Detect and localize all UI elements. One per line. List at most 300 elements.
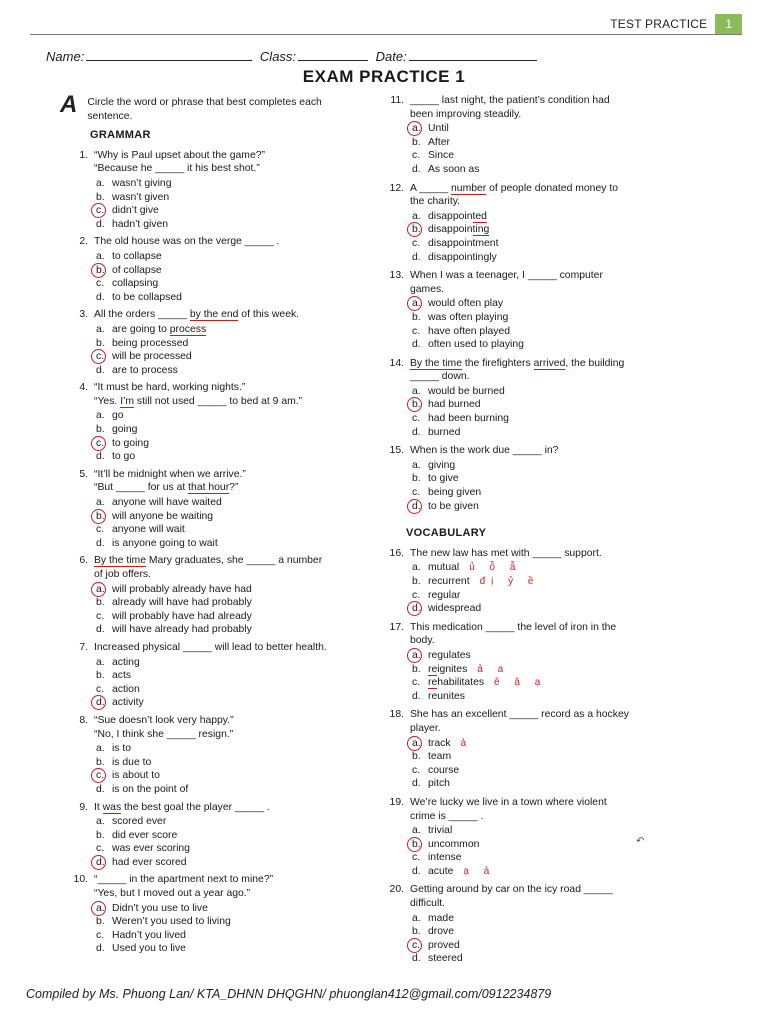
option-row xyxy=(410,163,668,177)
option-text: Weren’t you used to living xyxy=(112,916,231,928)
option-letter: c. xyxy=(94,437,112,451)
option-row xyxy=(410,939,668,953)
question-item xyxy=(62,641,352,710)
question-item xyxy=(62,468,352,551)
option-row xyxy=(94,423,352,437)
question-body xyxy=(94,149,352,232)
option-row xyxy=(410,210,668,224)
date-blank xyxy=(409,48,537,61)
option-row xyxy=(94,277,352,291)
option-row xyxy=(410,311,668,325)
option-letter: b. xyxy=(410,398,428,412)
question-number: 16. xyxy=(389,547,404,559)
question-number: 11. xyxy=(390,95,404,106)
grammar-questions-continued xyxy=(378,94,668,513)
question-stem: It was the best goal the player _____ . xyxy=(94,801,270,813)
question-item xyxy=(378,444,668,513)
option-letter: d. xyxy=(96,218,105,230)
option-row xyxy=(410,297,668,311)
section-instruction: Circle the word or phrase that best completes each sentence. xyxy=(87,97,322,122)
option-letter: b. xyxy=(96,337,105,349)
option-text: course xyxy=(428,764,460,776)
question-stem: We’re lucky we live in a town where violent xyxy=(410,796,607,808)
option-letter: d. xyxy=(94,856,112,870)
option-letter: b. xyxy=(412,311,421,323)
option-letter: a. xyxy=(412,562,421,574)
right-column xyxy=(378,94,668,971)
option-row xyxy=(410,824,668,838)
option-letter: d. xyxy=(412,251,421,263)
option-text: regulates xyxy=(428,649,471,661)
student-info-row xyxy=(46,48,541,64)
handwritten-note: ạ ả xyxy=(463,865,496,877)
option-row xyxy=(94,510,352,524)
question-stem: All the orders _____ by the end of this week. xyxy=(94,309,300,321)
options-list xyxy=(94,177,352,231)
option-row xyxy=(410,925,668,939)
question-stem: “No, I think she _____ resign.” xyxy=(94,728,234,740)
option-letter: c. xyxy=(96,843,105,855)
question-item xyxy=(378,182,668,265)
option-text: is due to xyxy=(112,756,152,768)
option-row xyxy=(410,750,668,764)
option-text: to going xyxy=(112,437,149,449)
question-item xyxy=(378,357,668,440)
handwritten-note: ê ậ ạ xyxy=(494,677,547,689)
question-body xyxy=(410,444,668,513)
option-letter: a. xyxy=(96,816,105,828)
option-text: team xyxy=(428,751,452,763)
option-row xyxy=(410,338,668,352)
option-letter: d. xyxy=(412,426,421,438)
question-stem: A _____ number of people donated money to xyxy=(410,182,618,194)
question-body xyxy=(410,708,668,791)
option-letter: c. xyxy=(412,677,421,689)
question-body xyxy=(410,357,668,440)
option-text: Didn’t you use to live xyxy=(112,902,208,914)
option-text: had ever scored xyxy=(112,856,187,868)
option-text: hadn’t given xyxy=(112,218,169,230)
question-stem: body. xyxy=(410,635,435,647)
option-text: will be processed xyxy=(112,351,192,363)
option-letter: a. xyxy=(96,410,105,422)
option-text: trivial xyxy=(428,825,453,837)
option-letter: a. xyxy=(412,459,421,471)
option-text: action xyxy=(112,683,140,695)
question-item xyxy=(378,269,668,352)
question-stem: of job offers. xyxy=(94,569,151,580)
option-text: mutual xyxy=(428,562,460,574)
vocabulary-questions xyxy=(378,547,668,966)
question-number: 6. xyxy=(79,555,88,567)
option-letter: b. xyxy=(96,597,105,609)
question-number: 1. xyxy=(79,149,88,161)
question-item xyxy=(378,94,668,177)
option-letter: a. xyxy=(410,649,428,663)
option-text: would often play xyxy=(428,298,504,310)
options-list xyxy=(94,815,352,869)
question-item xyxy=(62,235,352,304)
question-stem: The old house was on the verge _____ . xyxy=(94,236,280,248)
option-letter: c. xyxy=(412,589,421,601)
option-row xyxy=(94,191,352,205)
question-stem: “Yes. I’m still not used _____ to bed at 9 am.” xyxy=(94,395,303,407)
question-number: 14. xyxy=(389,357,404,369)
option-row xyxy=(94,537,352,551)
question-body xyxy=(94,308,352,377)
option-row xyxy=(94,596,352,610)
option-letter: d. xyxy=(412,690,421,702)
name-blank xyxy=(86,48,252,61)
option-text: reunites xyxy=(428,690,465,702)
option-row xyxy=(94,177,352,191)
option-text: did ever score xyxy=(112,829,178,841)
question-stem: player. xyxy=(410,722,441,734)
option-text: uncommon xyxy=(428,838,480,850)
option-text: widespread xyxy=(428,603,482,615)
option-text: rehabilitates xyxy=(428,677,485,689)
date-label: Date: xyxy=(375,49,407,64)
question-number: 3. xyxy=(79,309,88,321)
question-number: 7. xyxy=(79,641,88,653)
option-text: disappointingly xyxy=(428,251,497,263)
option-row xyxy=(410,149,668,163)
option-row xyxy=(94,815,352,829)
options-list xyxy=(94,656,352,710)
option-row xyxy=(94,902,352,916)
question-stem: Increased physical _____ will lead to better health. xyxy=(94,641,327,653)
options-list xyxy=(410,561,668,615)
option-letter: c. xyxy=(96,278,105,290)
option-row xyxy=(410,602,668,616)
option-text: is anyone going to wait xyxy=(112,537,218,549)
option-text: regular xyxy=(428,589,461,601)
option-row xyxy=(410,952,668,966)
option-row xyxy=(410,385,668,399)
option-row xyxy=(410,764,668,778)
handwritten-note: ủ ỗ ẫ xyxy=(469,562,522,574)
option-text: activity xyxy=(112,697,144,709)
options-list xyxy=(410,824,668,878)
question-body xyxy=(410,796,668,879)
option-text: are to process xyxy=(112,364,178,376)
option-text: steered xyxy=(428,953,463,965)
option-letter: c. xyxy=(96,524,105,536)
question-stem: “Sue doesn’t look very happy.” xyxy=(94,714,234,726)
option-text: will probably already have had xyxy=(112,583,252,595)
option-letter: b. xyxy=(410,838,428,852)
question-number: 9. xyxy=(79,801,88,813)
option-letter: d. xyxy=(412,865,421,877)
option-letter: b. xyxy=(410,223,428,237)
question-number: 13. xyxy=(389,270,404,282)
option-text: disappointing xyxy=(428,224,490,236)
option-row xyxy=(410,223,668,237)
question-number: 15. xyxy=(389,445,404,457)
option-row xyxy=(410,500,668,514)
option-letter: a. xyxy=(96,497,105,509)
options-list xyxy=(410,210,668,264)
option-text: already will have had probably xyxy=(112,597,252,609)
option-text: being given xyxy=(428,487,482,499)
option-letter: a. xyxy=(410,122,428,136)
header-tag xyxy=(602,14,742,34)
name-label: Name: xyxy=(46,49,85,64)
option-row xyxy=(410,912,668,926)
option-row xyxy=(94,583,352,597)
option-letter: a. xyxy=(96,250,105,262)
option-letter: b. xyxy=(412,473,421,485)
option-row xyxy=(94,769,352,783)
option-letter: c. xyxy=(410,939,428,953)
option-letter: b. xyxy=(412,926,421,938)
question-item xyxy=(378,621,668,704)
option-text: going xyxy=(112,424,138,436)
question-body xyxy=(94,714,352,797)
option-letter: c. xyxy=(96,929,105,941)
option-text: is on the point of xyxy=(112,783,189,795)
option-letter: c. xyxy=(412,487,421,499)
question-number: 12. xyxy=(389,182,404,194)
question-body xyxy=(410,621,668,704)
option-row xyxy=(94,218,352,232)
question-stem: “But _____ for us at that hour?” xyxy=(94,482,239,494)
options-list xyxy=(94,323,352,377)
option-text: to go xyxy=(112,451,136,463)
question-body xyxy=(94,801,352,870)
option-letter: b. xyxy=(94,264,112,278)
option-letter: d. xyxy=(94,696,112,710)
option-text: track xyxy=(428,737,451,749)
option-row xyxy=(94,783,352,797)
vocabulary-heading: VOCABULARY xyxy=(406,527,487,540)
option-letter: b. xyxy=(96,191,105,203)
question-stem: By the time Mary graduates, she _____ a number xyxy=(94,555,323,567)
question-stem: This medication _____ the level of iron in the xyxy=(410,621,617,633)
question-body xyxy=(94,235,352,304)
option-text: often used to playing xyxy=(428,339,524,351)
option-row xyxy=(410,412,668,426)
option-row xyxy=(410,561,668,575)
pen-mark: ↶ xyxy=(636,836,645,847)
option-row xyxy=(94,742,352,756)
option-text: will anyone be waiting xyxy=(112,510,214,522)
question-stem: difficult. xyxy=(410,898,446,910)
question-number: 20. xyxy=(389,884,404,896)
question-stem: the charity. xyxy=(410,196,461,208)
option-letter: c. xyxy=(94,204,112,218)
option-row xyxy=(94,683,352,697)
option-letter: d. xyxy=(96,291,105,303)
option-row xyxy=(410,777,668,791)
option-letter: d. xyxy=(410,602,428,616)
option-row xyxy=(410,136,668,150)
option-text: will have already had probably xyxy=(112,624,252,636)
option-row xyxy=(94,610,352,624)
question-body xyxy=(94,873,352,956)
option-letter: a. xyxy=(412,912,421,924)
options-list xyxy=(94,583,352,637)
option-row xyxy=(94,291,352,305)
option-row xyxy=(94,364,352,378)
option-letter: d. xyxy=(96,943,105,955)
option-text: to give xyxy=(428,473,459,485)
section-letter: A xyxy=(60,91,78,118)
page-number: 1 xyxy=(715,14,742,34)
options-list xyxy=(94,742,352,796)
option-text: was ever scoring xyxy=(112,843,190,855)
option-letter: d. xyxy=(96,451,105,463)
option-letter: c. xyxy=(96,610,105,622)
option-row xyxy=(94,409,352,423)
option-letter: b. xyxy=(412,663,421,675)
option-letter: c. xyxy=(96,683,105,695)
option-letter: d. xyxy=(96,537,105,549)
option-text: will probably have had already xyxy=(112,610,252,622)
option-text: After xyxy=(428,136,450,148)
option-letter: c. xyxy=(94,769,112,783)
question-item xyxy=(378,708,668,791)
option-row xyxy=(94,437,352,451)
question-body xyxy=(94,554,352,637)
option-text: anyone will have waited xyxy=(112,497,222,509)
option-letter: d. xyxy=(96,783,105,795)
question-item xyxy=(62,381,352,464)
option-row xyxy=(410,575,668,589)
option-text: acts xyxy=(112,670,132,682)
question-stem: games. xyxy=(410,283,445,295)
options-list xyxy=(94,902,352,956)
option-row xyxy=(94,623,352,637)
option-row xyxy=(410,737,668,751)
option-row xyxy=(94,842,352,856)
option-text: giving xyxy=(428,459,456,471)
option-row xyxy=(410,122,668,136)
option-text: Since xyxy=(428,150,454,162)
option-text: disappointment xyxy=(428,237,499,249)
option-text: As soon as xyxy=(428,163,480,175)
option-letter: c. xyxy=(412,852,421,864)
option-row xyxy=(94,204,352,218)
option-row xyxy=(410,486,668,500)
question-item xyxy=(378,796,668,879)
option-row xyxy=(94,337,352,351)
option-row xyxy=(94,264,352,278)
option-letter: d. xyxy=(96,624,105,636)
question-stem: By the time the firefighters arrived, the building xyxy=(410,357,625,369)
option-letter: a. xyxy=(412,825,421,837)
option-text: drove xyxy=(428,926,454,938)
question-item xyxy=(62,714,352,797)
handwritten-note: ả xyxy=(460,737,473,749)
question-number: 17. xyxy=(389,621,404,633)
option-row xyxy=(410,676,668,690)
option-text: collapsing xyxy=(112,278,159,290)
option-letter: b. xyxy=(96,424,105,436)
option-row xyxy=(410,472,668,486)
question-item xyxy=(62,554,352,637)
option-text: being processed xyxy=(112,337,189,349)
question-number: 5. xyxy=(79,468,88,480)
option-row xyxy=(410,325,668,339)
handwritten-note: ả a xyxy=(477,663,510,675)
option-text: pitch xyxy=(428,778,450,790)
option-text: to collapse xyxy=(112,250,162,262)
option-row xyxy=(94,915,352,929)
option-letter: d. xyxy=(412,339,421,351)
option-letter: a. xyxy=(96,177,105,189)
options-list xyxy=(94,409,352,463)
option-letter: b. xyxy=(96,756,105,768)
option-letter: a. xyxy=(94,902,112,916)
option-text: burned xyxy=(428,426,461,438)
question-stem: crime is _____ . xyxy=(410,810,484,822)
option-text: is about to xyxy=(112,770,160,782)
question-number: 19. xyxy=(389,796,404,808)
option-text: acute xyxy=(428,865,454,877)
question-item xyxy=(62,149,352,232)
option-text: wasn’t given xyxy=(112,191,170,203)
options-list xyxy=(94,496,352,550)
question-item xyxy=(62,801,352,870)
option-row xyxy=(94,756,352,770)
option-letter: c. xyxy=(412,150,421,162)
option-text: Hadn’t you lived xyxy=(112,929,186,941)
question-item xyxy=(378,883,668,966)
option-row xyxy=(94,496,352,510)
option-row xyxy=(410,838,668,852)
option-text: to be given xyxy=(428,500,479,512)
grammar-questions xyxy=(62,149,352,956)
option-letter: b. xyxy=(96,670,105,682)
header-divider xyxy=(30,34,742,35)
option-row xyxy=(94,856,352,870)
option-text: had been burning xyxy=(428,413,509,425)
option-row xyxy=(94,696,352,710)
option-letter: a. xyxy=(410,737,428,751)
question-body xyxy=(410,94,668,177)
question-number: 8. xyxy=(79,714,88,726)
question-stem: “Because he _____ it his best shot.” xyxy=(94,163,260,175)
options-list xyxy=(410,459,668,513)
option-row xyxy=(410,426,668,440)
class-blank xyxy=(298,48,368,61)
option-letter: d. xyxy=(96,364,105,376)
option-text: was often playing xyxy=(428,311,509,323)
question-body xyxy=(410,269,668,352)
question-stem: When is the work due _____ in? xyxy=(410,445,559,457)
left-column xyxy=(60,91,352,960)
option-row xyxy=(94,656,352,670)
question-stem: She has an excellent _____ record as a hockey xyxy=(410,709,629,721)
option-row xyxy=(410,251,668,265)
option-text: anyone will wait xyxy=(112,524,185,536)
option-row xyxy=(94,523,352,537)
option-text: intense xyxy=(428,852,462,864)
option-row xyxy=(94,323,352,337)
option-letter: c. xyxy=(412,325,421,337)
question-body xyxy=(94,381,352,464)
option-letter: a. xyxy=(94,583,112,597)
option-text: acting xyxy=(112,656,140,668)
option-letter: b. xyxy=(96,829,105,841)
question-number: 18. xyxy=(389,709,404,721)
options-list xyxy=(410,649,668,703)
question-body xyxy=(410,547,668,616)
question-number: 4. xyxy=(79,382,88,394)
option-letter: b. xyxy=(412,751,421,763)
option-row xyxy=(410,649,668,663)
